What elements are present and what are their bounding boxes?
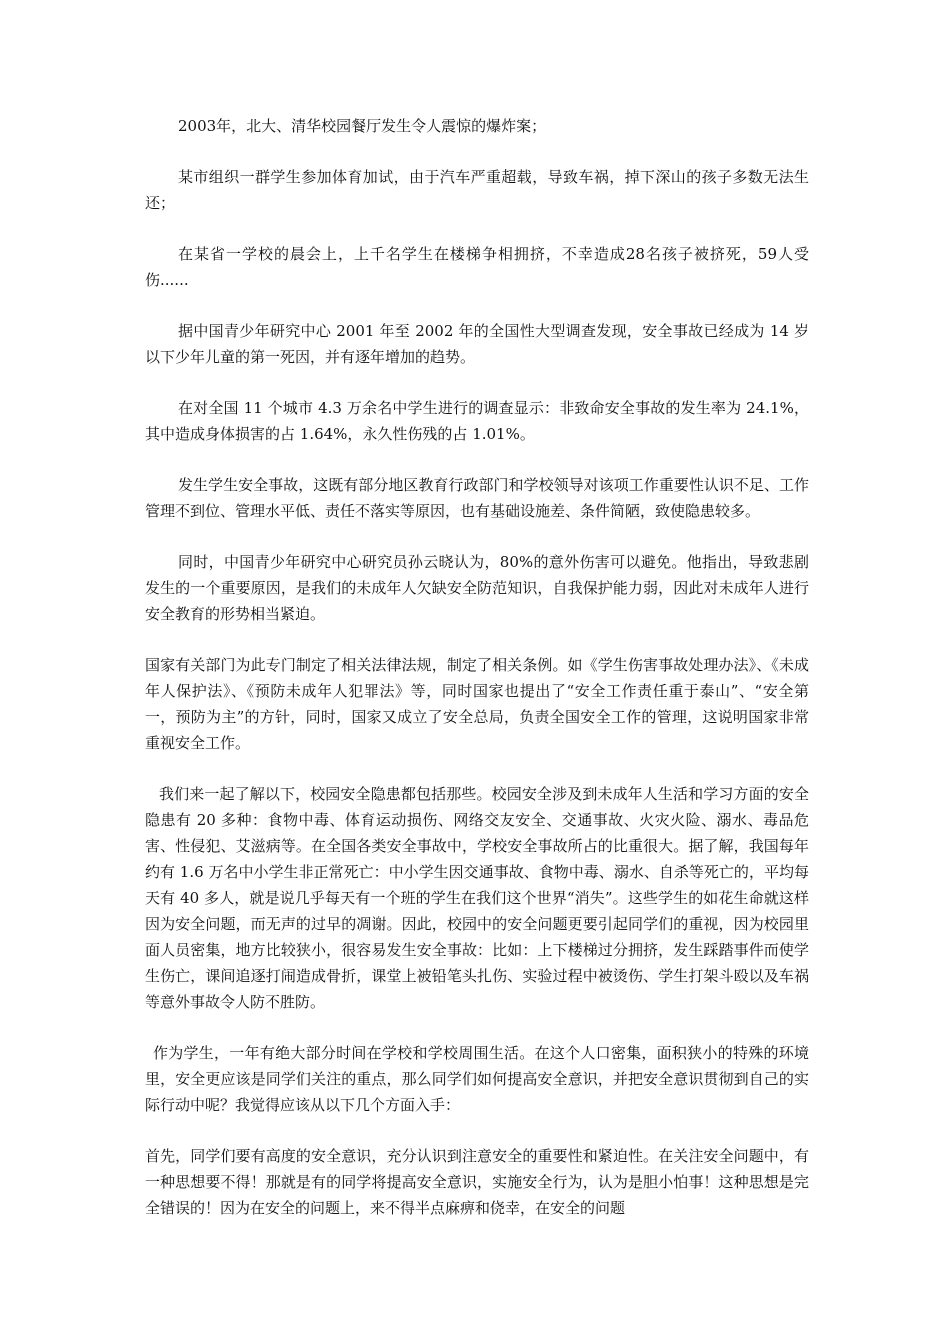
- paragraph-7: 同时，中国青少年研究中心研究员孙云晓认为，80%的意外伤害可以避免。他指出，导致悲剧发生的一个重要原因，是我们的未成年人欠缺安全防范知识，自我保护能力弱，因此对未成年人进行安全教育的形势相当紧迫。: [145, 553, 809, 623]
- paragraph-11: 首先，同学们要有高度的安全意识，充分认识到注意安全的重要性和紧迫性。在关注安全问题中，有一种思想要不得！那就是有的同学将提高安全意识，实施安全行为，认为是胆小怕事！这种思想是完全错误的！因为在安全的问题上，来不得半点麻痹和侥幸，在安全的问题: [145, 1147, 809, 1217]
- paragraph-8: 国家有关部门为此专门制定了相关法律法规，制定了相关条例。如《学生伤害事故处理办法》、《未成年人保护法》、《预防未成年人犯罪法》等，同时国家也提出了“安全工作责任重于泰山”、“安全第一，预防为主”的方针，同时，国家又成立了安全总局，负责全国安全工作的管理，这说明国家非常重视安全工作。: [145, 656, 809, 752]
- paragraph-2: 某市组织一群学生参加体育加试，由于汽车严重超载，导致车祸，掉下深山的孩子多数无法生还；: [145, 168, 809, 212]
- paragraph-6: 发生学生安全事故，这既有部分地区教育行政部门和学校领导对该项工作重要性认识不足、工作管理不到位、管理水平低、责任不落实等原因，也有基础设施差、条件简陋，致使隐患较多。: [145, 476, 809, 520]
- paragraph-4: 据中国青少年研究中心 2001 年至 2002 年的全国性大型调查发现，安全事故已经成为 14 岁以下少年儿童的第一死因，并有逐年增加的趋势。: [145, 322, 809, 366]
- paragraph-1: 2003年，北大、清华校园餐厅发生令人震惊的爆炸案；: [178, 117, 547, 135]
- paragraph-5: 在对全国 11 个城市 4.3 万余名中学生进行的调查显示：非致命安全事故的发生率为 24.1%，其中造成身体损害的占 1.64%，永久性伤残的占 1.01%。: [145, 399, 809, 443]
- document-body: [145, 113, 809, 1246]
- paragraph-9: 我们来一起了解以下，校园安全隐患都包括那些。校园安全涉及到未成年人生活和学习方面的安全隐患有 20 多种：食物中毒、体育运动损伤、网络交友安全、交通事故、火灾火险、溺水、毒品危害、性侵犯、艾滋病等。在全国各类安全事故中，学校安全事故所占的比重很大。据了解，我国每年约有 1.6 万名中小学生非正常死亡：中小学生因交通事故、食物中毒、溺水、自杀等死亡的，平均每天有 40 多人，就是说几乎每天有一个班的学生在我们这个世界“消失”。这些学生的如花生命就这样因为安全问题，而无声的过早的凋谢。因此，校园中的安全问题更要引起同学们的重视，因为校园里面人员密集，地方比较狭小，很容易发生安全事故：比如：上下楼梯过分拥挤，发生踩踏事件而使学生伤亡，课间追逐打闹造成骨折，课堂上被铅笔头扎伤、实验过程中被烫伤、学生打架斗殴以及车祸等意外事故令人防不胜防。: [145, 785, 809, 1011]
- paragraph-10: 作为学生，一年有绝大部分时间在学校和学校周围生活。在这个人口密集，面积狭小的特殊的环境里，安全更应该是同学们关注的重点，那么同学们如何提高安全意识，并把安全意识贯彻到自己的实际行动中呢？我觉得应该从以下几个方面入手：: [145, 1044, 809, 1114]
- paragraph-3: 在某省一学校的晨会上，上千名学生在楼梯争相拥挤，不幸造成28名孩子被挤死，59人受伤......: [145, 245, 809, 289]
